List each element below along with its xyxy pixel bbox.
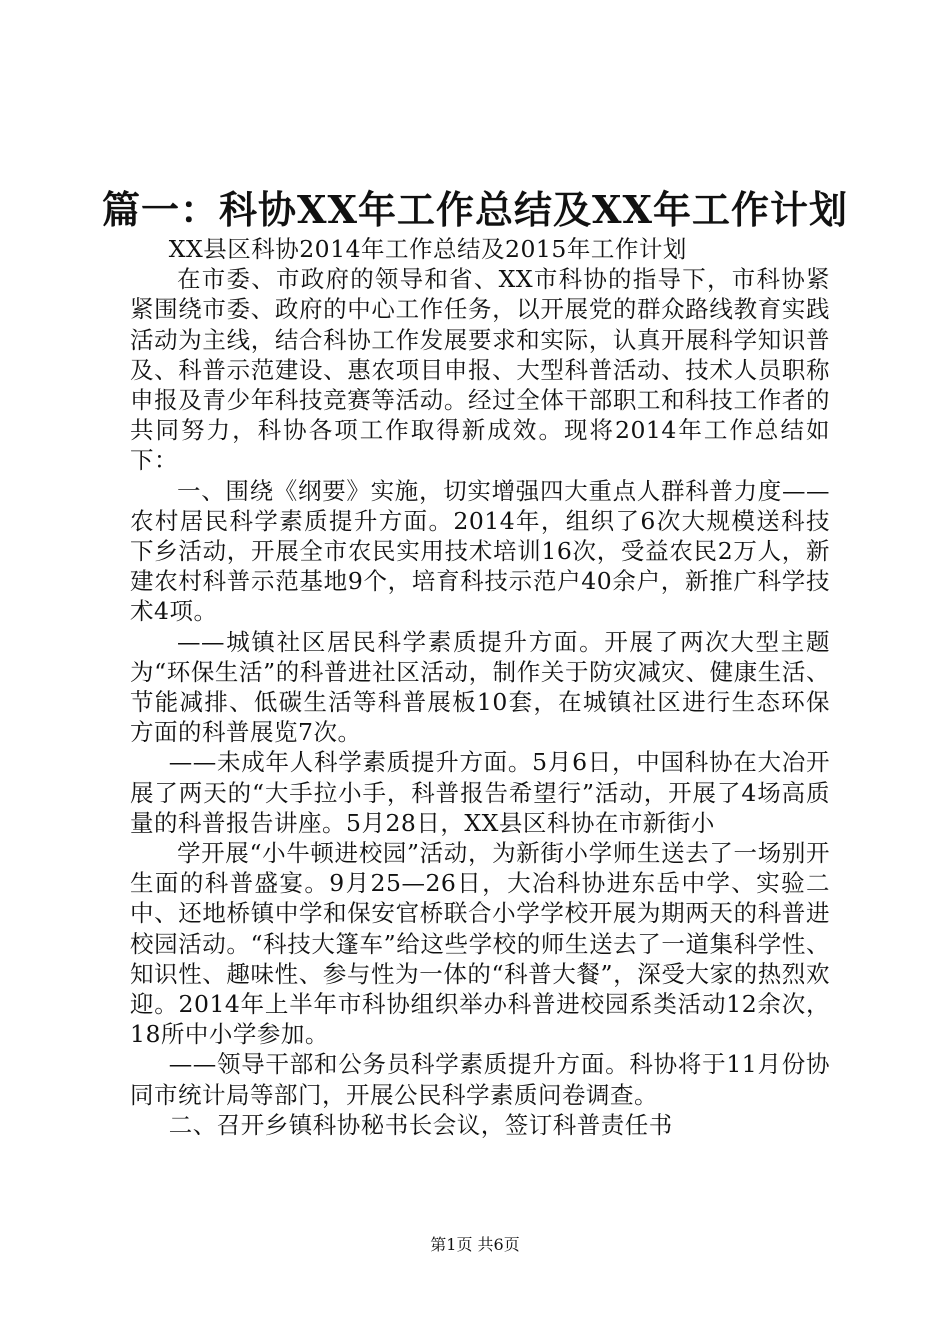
paragraph-urban: ——城镇社区居民科学素质提升方面。开展了两次大型主题为“环保生活”的科普进社区活动，制作关于防灾减灾、健康生活、节能减排、低碳生活等科普展板10套，在城镇社区进行生态环保方面的科普展览7次。 [130, 627, 830, 747]
paragraph-intro: 在市委、市政府的领导和省、XX市科协的指导下，市科协紧紧围绕市委、政府的中心工作任务，以开展党的群众路线教育实践活动为主线，结合科协工作发展要求和实际，认真开展科学知识普及、科普示范建设、惠农项目申报、大型科普活动、技术人员职称申报及青少年科技竞赛等活动。经过全体干部职工和科技工作者的共同努力，科协各项工作取得新成效。现将2014年工作总结如下： [130, 265, 830, 475]
paragraph-section-two: 二、召开乡镇科协秘书长会议，签订科普责任书 [168, 1110, 673, 1139]
page-number-footer: 第1页 共6页 [430, 1235, 520, 1254]
paragraph-schools: 学开展“小牛顿进校园”活动，为新街小学师生送去了一场别开生面的科普盛宴。9月25—26日，大冶科协进东岳中学、实验二中、还地桥镇中学和保安官桥联合小学学校开展为期两天的科普进校园活动。“科技大篷车”给这些学校的师生送去了一道集科学性、知识性、趣味性、参与性为一体的“科普大餐”，深受大家的热烈欢迎。2014年上半年市科协组织举办科普进校园系类活动12余次，18所中小学参加。 [130, 839, 830, 1049]
document-title: 篇一：科协XX年工作总结及XX年工作计划 [102, 187, 848, 232]
document-subtitle: XX县区科协2014年工作总结及2015年工作计划 [168, 235, 687, 263]
paragraph-rural: 一、围绕《纲要》实施，切实增强四大重点人群科普力度——农村居民科学素质提升方面。2014年，组织了6次大规模送科技下乡活动，开展全市农民实用技术培训16次，受益农民2万人，新建农村科普示范基地9个，培育科技示范户40余户，新推广科学技术4项。 [130, 476, 830, 626]
paragraph-officials: ——领导干部和公务员科学素质提升方面。科协将于11月份协同市统计局等部门，开展公民科学素质问卷调查。 [130, 1050, 830, 1109]
paragraph-minors: ——未成年人科学素质提升方面。5月6日，中国科协在大冶开展了两天的“大手拉小手，科普报告希望行”活动，开展了4场高质量的科普报告讲座。5月28日，XX县区科协在市新街小 [130, 748, 830, 837]
document-body [130, 234, 830, 1140]
